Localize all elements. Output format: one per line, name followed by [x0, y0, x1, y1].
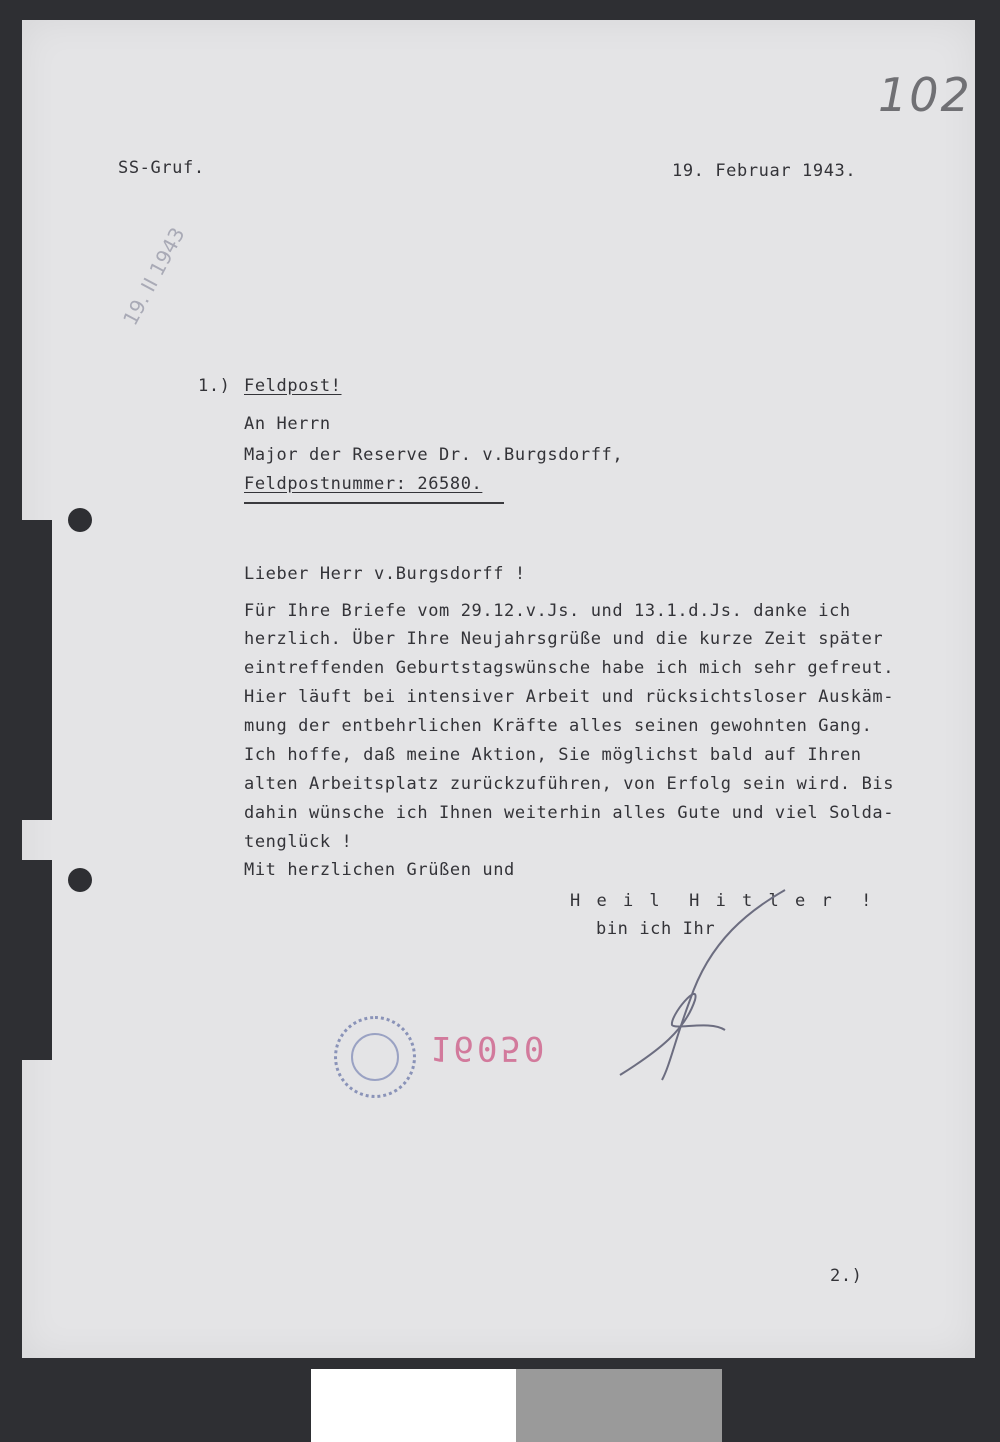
handwritten-signature [600, 880, 800, 1090]
item-heading: Feldpost! [244, 376, 342, 396]
closing-salute: H e i l H i t l e r ! [570, 891, 875, 911]
salutation: Lieber Herr v.Burgsdorff ! [244, 564, 526, 584]
address-line: An Herrn [244, 414, 331, 434]
page-continuation: 2.) [830, 1266, 863, 1286]
address-line: Feldpostnummer: 26580. [244, 474, 483, 494]
body-line: alten Arbeitsplatz zurückzuführen, von Erfolg sein wird. Bis [244, 774, 895, 794]
body-line: Für Ihre Briefe vom 29.12.v.Js. und 13.1.d.Js. danke ich [244, 601, 851, 621]
body-line: Ich hoffe, daß meine Aktion, Sie möglichst bald auf Ihren [244, 745, 862, 765]
round-seal-stamp [334, 1016, 416, 1098]
punch-hole [68, 508, 92, 532]
torn-edge [22, 860, 52, 1060]
archive-number: 102 [878, 68, 972, 122]
number-stamp: 16050 [430, 1028, 548, 1068]
received-date-stamp: 19. II 1943 [118, 223, 190, 330]
sender-abbreviation: SS-Gruf. [118, 158, 205, 178]
closing-phrase: bin ich Ihr [596, 919, 716, 939]
body-line: herzlich. Über Ihre Neujahrsgrüße und die kurze Zeit später [244, 629, 884, 649]
torn-edge [22, 520, 52, 820]
body-line: eintreffenden Geburtstagswünsche habe ich mich sehr gefreut. [244, 658, 895, 678]
body-line: tenglück ! [244, 832, 353, 852]
address-underline [244, 502, 504, 504]
color-calibration-grey [516, 1369, 722, 1442]
body-line: dahin wünsche ich Ihnen weiterhin alles Gute und viel Solda- [244, 803, 895, 823]
body-line: mung der entbehrlichen Kräfte alles seinen gewohnten Gang. [244, 716, 873, 736]
body-line: Mit herzlichen Grüßen und [244, 860, 515, 880]
letter-date: 19. Februar 1943. [672, 161, 857, 181]
item-number: 1.) [198, 376, 231, 396]
color-calibration-white [311, 1369, 516, 1442]
address-line: Major der Reserve Dr. v.Burgsdorff, [244, 445, 624, 465]
punch-hole [68, 868, 92, 892]
body-line: Hier läuft bei intensiver Arbeit und rücksichtsloser Auskäm- [244, 687, 895, 707]
